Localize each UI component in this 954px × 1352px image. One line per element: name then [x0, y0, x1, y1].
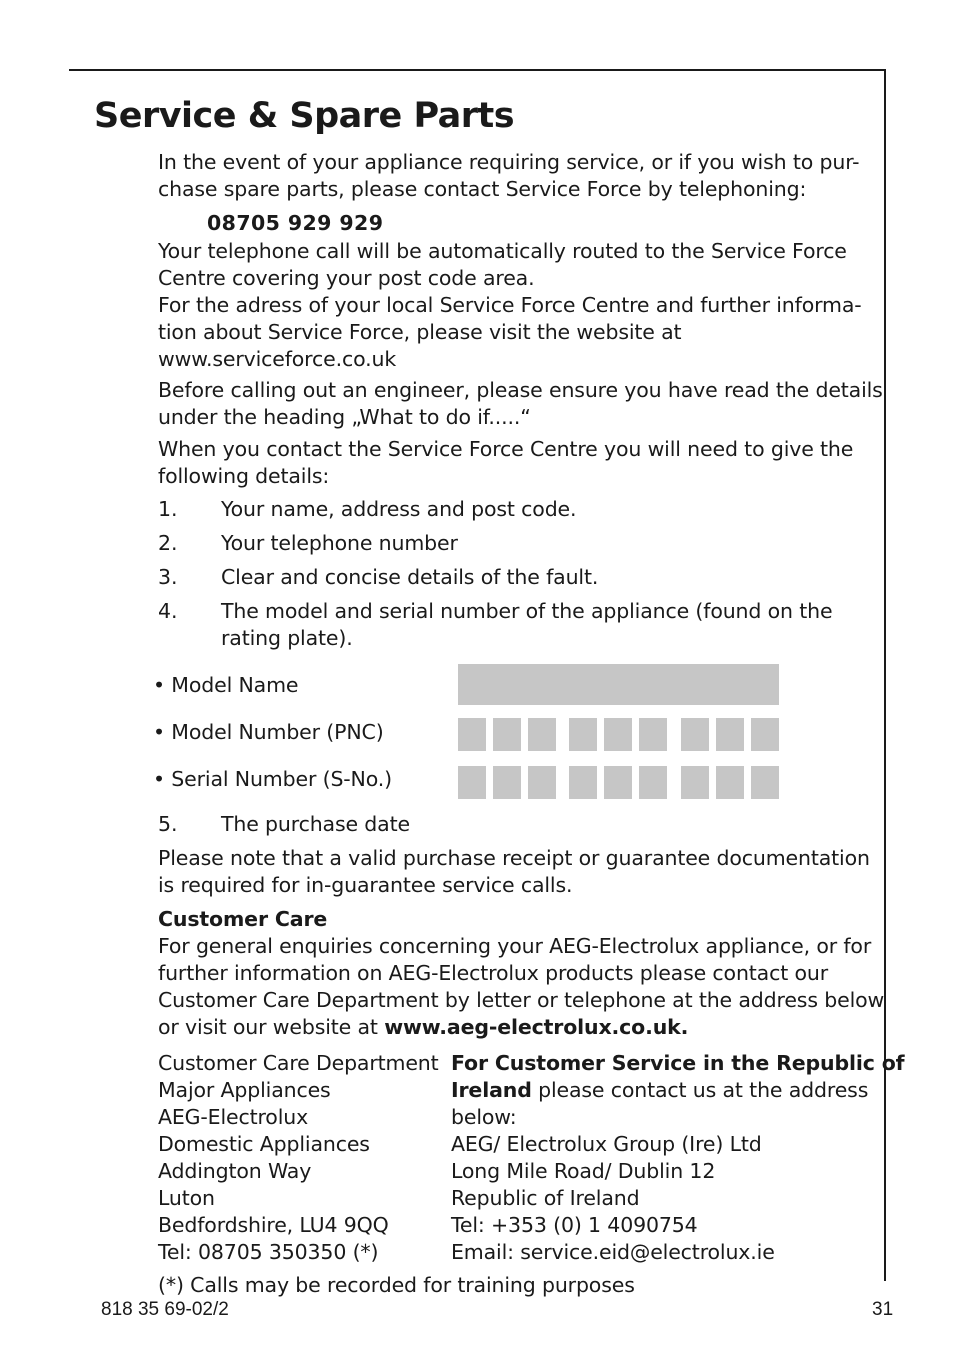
- digit-box[interactable]: [528, 718, 556, 751]
- service-phone-number: 08705 929 929: [207, 211, 384, 235]
- digit-box[interactable]: [569, 766, 597, 799]
- uk-address-line: Major Appliances: [158, 1078, 331, 1102]
- customer-care-line-4: [158, 1014, 688, 1041]
- ireland-bold: Ireland: [451, 1078, 532, 1102]
- intro-line-2: chase spare parts, please contact Service Force by telephoning:: [158, 177, 807, 201]
- ireland-rest: please contact us at the address: [531, 1078, 869, 1102]
- customer-care-line-3: Customer Care Department by letter or telephone at the address below: [158, 988, 885, 1012]
- digit-box[interactable]: [716, 718, 744, 751]
- list-item-text-continued: rating plate).: [221, 626, 353, 650]
- digit-box[interactable]: [569, 718, 597, 751]
- serial-number-label: • Serial Number (S-No.): [153, 767, 392, 791]
- digit-box[interactable]: [493, 718, 521, 751]
- routing-line-1: Your telephone call will be automatically routed to the Service Force: [158, 239, 847, 263]
- digit-box[interactable]: [604, 718, 632, 751]
- customer-care-line-2: further information on AEG-Electrolux products please contact our: [158, 961, 828, 985]
- ireland-phone: Tel: +353 (0) 1 4090754: [451, 1213, 698, 1237]
- customer-care-heading: Customer Care: [158, 907, 328, 931]
- list-item-number: 5.: [158, 812, 178, 836]
- model-number-label: • Model Number (PNC): [153, 720, 384, 744]
- model-name-label: • Model Name: [153, 673, 299, 697]
- before-calling-line-1: Before calling out an engineer, please ensure you have read the details: [158, 378, 883, 402]
- digit-box[interactable]: [458, 718, 486, 751]
- ireland-line: below:: [451, 1105, 517, 1129]
- page-number: 31: [872, 1299, 894, 1320]
- digit-box[interactable]: [604, 766, 632, 799]
- list-item-text: The purchase date: [221, 812, 410, 836]
- uk-address-line: Bedfordshire, LU4 9QQ: [158, 1213, 389, 1237]
- serviceforce-website: www.serviceforce.co.uk: [158, 347, 397, 371]
- digit-box[interactable]: [681, 718, 709, 751]
- ireland-line: Long Mile Road/ Dublin 12: [451, 1159, 716, 1183]
- address-info-line-1: For the adress of your local Service Force Centre and further informa-: [158, 293, 862, 317]
- list-item-number: 2.: [158, 531, 178, 555]
- customer-care-line-1: For general enquiries concerning your AEG-Electrolux appliance, or for: [158, 934, 872, 958]
- intro-line-1: In the event of your appliance requiring service, or if you wish to pur-: [158, 150, 860, 174]
- list-item-text: Your name, address and post code.: [221, 497, 577, 521]
- when-contact-line-2: following details:: [158, 464, 330, 488]
- routing-line-2: Centre covering your post code area.: [158, 266, 535, 290]
- address-info-line-2: tion about Service Force, please visit the website at: [158, 320, 682, 344]
- digit-box[interactable]: [681, 766, 709, 799]
- when-contact-line-1: When you contact the Service Force Centre you will need to give the: [158, 437, 854, 461]
- ireland-line: Republic of Ireland: [451, 1186, 640, 1210]
- uk-address-line: Luton: [158, 1186, 215, 1210]
- before-calling-line-2: under the heading „What to do if.....“: [158, 405, 531, 429]
- ireland-line: AEG/ Electrolux Group (Ire) Ltd: [451, 1132, 762, 1156]
- receipt-note-line-2: is required for in-guarantee service calls.: [158, 873, 573, 897]
- uk-phone: Tel: 08705 350350 (*): [158, 1240, 379, 1264]
- digit-box[interactable]: [528, 766, 556, 799]
- list-item-number: 3.: [158, 565, 178, 589]
- digit-box[interactable]: [751, 718, 779, 751]
- ireland-line: [451, 1077, 868, 1104]
- list-item-text: Your telephone number: [221, 531, 458, 555]
- ireland-email: Email: service.eid@electrolux.ie: [451, 1240, 775, 1264]
- digit-box[interactable]: [493, 766, 521, 799]
- list-item-number: 4.: [158, 599, 178, 623]
- receipt-note-line-1: Please note that a valid purchase receipt or guarantee documentation: [158, 846, 870, 870]
- uk-address-line: Customer Care Department: [158, 1051, 439, 1075]
- list-item-number: 1.: [158, 497, 178, 521]
- digit-box[interactable]: [716, 766, 744, 799]
- uk-address-line: AEG-Electrolux: [158, 1105, 309, 1129]
- digit-box[interactable]: [639, 766, 667, 799]
- customer-care-prefix: or visit our website at: [158, 1015, 385, 1039]
- top-rule: [69, 69, 886, 71]
- calls-recorded-note: (*) Calls may be recorded for training purposes: [158, 1273, 635, 1297]
- ireland-heading: For Customer Service in the Republic of: [451, 1051, 905, 1075]
- digit-box[interactable]: [639, 718, 667, 751]
- uk-address-line: Addington Way: [158, 1159, 312, 1183]
- document-number: 818 35 69-02/2: [101, 1299, 229, 1320]
- page-title: Service & Spare Parts: [94, 96, 515, 136]
- digit-box[interactable]: [458, 766, 486, 799]
- digit-box[interactable]: [751, 766, 779, 799]
- list-item-text: Clear and concise details of the fault.: [221, 565, 599, 589]
- list-item-text: The model and serial number of the appliance (found on the: [221, 599, 833, 623]
- model-name-field[interactable]: [458, 664, 779, 705]
- uk-address-line: Domestic Appliances: [158, 1132, 370, 1156]
- aeg-website-link[interactable]: www.aeg-electrolux.co.uk.: [384, 1015, 689, 1039]
- right-rule: [884, 69, 886, 1281]
